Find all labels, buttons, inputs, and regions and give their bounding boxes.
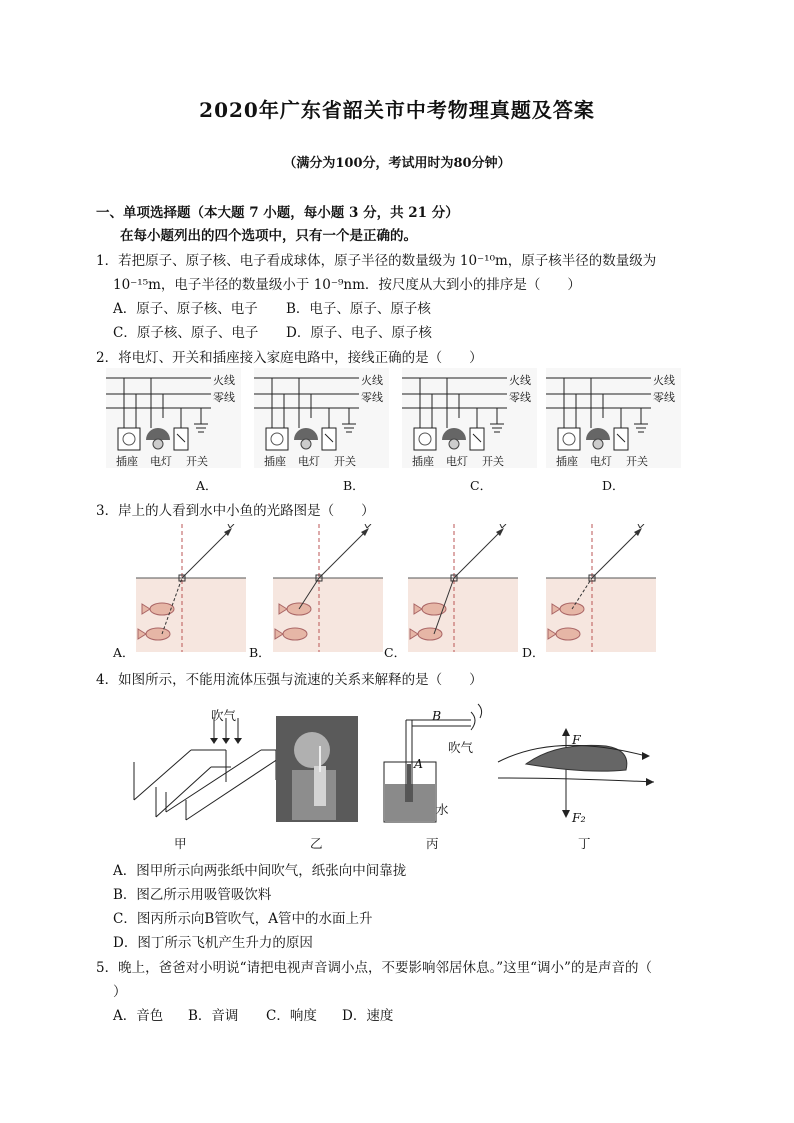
q2-live-wire-label-d: 火线: [653, 374, 675, 387]
q2-label-a: A．: [196, 478, 218, 493]
q2-neutral-wire-label-d: 零线: [653, 391, 675, 404]
q3-figure-c: [408, 524, 518, 652]
q2-label-b: B．: [343, 478, 365, 493]
q2-lamp-label-d: 电灯: [590, 455, 612, 468]
section-heading: 一、单项选择题（本大题 7 小题，每小题 3 分，共 21 分）: [96, 205, 459, 221]
q4-caption-bing: 丙: [426, 836, 439, 851]
q5-option-d: D．速度: [342, 1008, 394, 1024]
q4-caption-ding: 丁: [578, 836, 591, 851]
q2-lamp-label-b: 电灯: [298, 455, 320, 468]
q3-figure-a: [136, 524, 246, 652]
page-title: 2020年广东省韶关市中考物理真题及答案: [199, 98, 595, 122]
q3-label-b: B．: [249, 645, 271, 660]
q3-stem: 3．岸上的人看到水中小鱼的光路图是（ ）: [96, 503, 375, 519]
q1-option-a: A．原子、原子核、电子: [113, 301, 258, 317]
q3-light-path-figures: [136, 524, 696, 652]
q1-stem-line1: 1．若把原子、原子核、电子看成球体，原子半径的数量级为 10⁻¹⁰m，原子核半径的数量级为: [96, 253, 657, 269]
q2-live-wire-label-b: 火线: [361, 374, 383, 387]
q4-force-f-label: F: [572, 732, 581, 747]
q2-socket-label-b: 插座: [264, 455, 286, 468]
q2-switch-label-b: 开关: [334, 455, 356, 468]
q4-figure-jia: [134, 718, 281, 820]
q3-figure-d: [546, 524, 656, 652]
q4-caption-jia: 甲: [174, 836, 187, 851]
q4-figure-yi: [276, 716, 358, 822]
q2-label-c: C．: [470, 478, 493, 493]
q3-label-d: D．: [522, 645, 545, 660]
q1-option-c: C．原子核、原子、电子: [113, 325, 259, 341]
q4-blow-label-bing: 吹气: [448, 740, 474, 755]
q3-label-a: A．: [113, 645, 135, 660]
q3-figure-b: [273, 524, 383, 652]
q4-force-f2-label: F₂: [572, 810, 586, 825]
q2-neutral-wire-label-c: 零线: [509, 391, 531, 404]
q3-label-c: C．: [384, 645, 407, 660]
q2-socket-label-c: 插座: [412, 455, 434, 468]
q4-option-d: D．图丁所示飞机产生升力的原因: [113, 935, 313, 951]
q2-stem: 2．将电灯、开关和插座接入家庭电路中，接线正确的是（ ）: [96, 350, 483, 366]
q4-caption-yi: 乙: [310, 836, 323, 851]
q4-tube-b-label: B: [432, 708, 442, 723]
q5-stem-line1: 5．晚上，爸爸对小明说“请把电视声音调小点，不要影响邻居休息。”这里“调小”的是声音的（: [96, 960, 652, 976]
q1-stem-line2: 10⁻¹⁵m，电子半径的数量级小于 10⁻⁹nm．按尺度从大到小的排序是（ ）: [113, 277, 581, 293]
q2-switch-label-c: 开关: [482, 455, 504, 468]
q4-option-c: C．图丙所示向B管吹气，A管中的水面上升: [113, 911, 373, 927]
q2-switch-label-a: 开关: [186, 455, 208, 468]
q5-option-c: C．响度: [266, 1008, 317, 1024]
section-instruction: 在每小题列出的四个选项中，只有一个是正确的。: [120, 228, 417, 244]
q4-blow-label-jia: 吹气: [211, 708, 237, 723]
q2-lamp-label-a: 电灯: [150, 455, 172, 468]
q4-water-label: 水: [436, 802, 449, 817]
q4-option-a: A．图甲所示向两张纸中间吹气，纸张向中间靠拢: [113, 863, 407, 879]
q4-tube-a-label: A: [414, 756, 424, 771]
q2-live-wire-label-a: 火线: [213, 374, 235, 387]
q1-option-b: B．电子、原子、原子核: [286, 301, 431, 317]
q2-label-d: D．: [602, 478, 625, 493]
q4-option-b: B．图乙所示用吸管吸饮料: [113, 887, 272, 903]
q5-option-b: B．音调: [188, 1008, 239, 1024]
q2-live-wire-label-c: 火线: [509, 374, 531, 387]
q2-lamp-label-c: 电灯: [446, 455, 468, 468]
exam-subtitle: （满分为100分，考试用时为80分钟）: [283, 156, 511, 171]
q2-socket-label-d: 插座: [556, 455, 578, 468]
q2-switch-label-d: 开关: [626, 455, 648, 468]
q4-stem: 4．如图所示，不能用流体压强与流速的关系来解释的是（ ）: [96, 672, 483, 688]
q2-neutral-wire-label-b: 零线: [361, 391, 383, 404]
q2-neutral-wire-label-a: 零线: [213, 391, 235, 404]
q2-socket-label-a: 插座: [116, 455, 138, 468]
q5-stem-line2: ）: [113, 984, 127, 1000]
q5-option-a: A．音色: [113, 1008, 164, 1024]
q1-option-d: D．原子、电子、原子核: [286, 325, 432, 341]
